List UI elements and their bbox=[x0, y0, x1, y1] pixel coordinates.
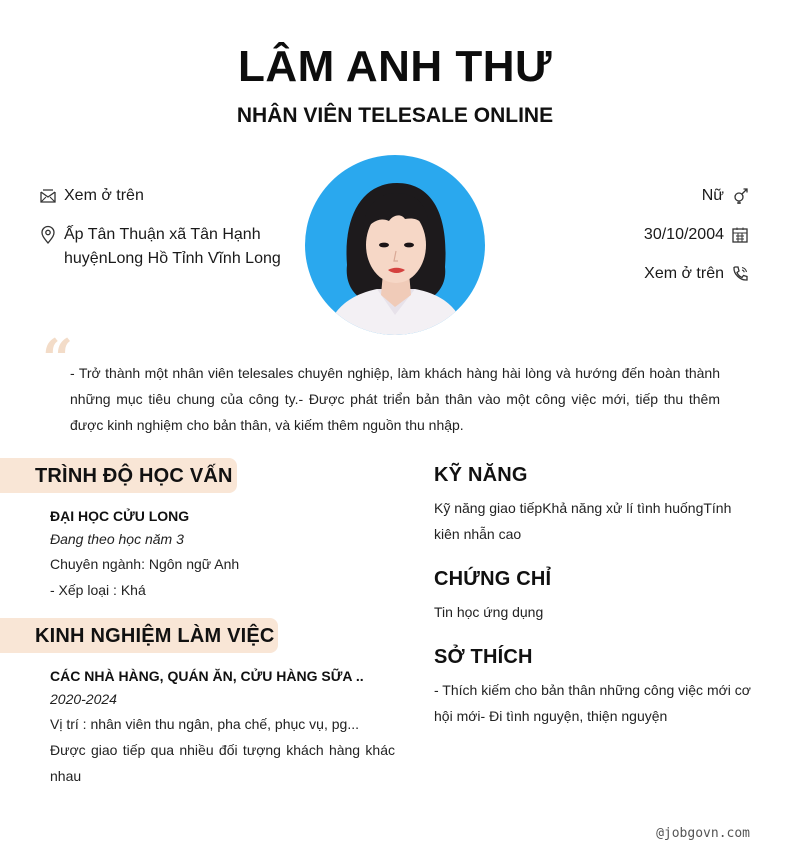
gender-icon bbox=[730, 184, 750, 208]
phone-value: Xem ở trên bbox=[644, 265, 724, 282]
quote-icon: “ bbox=[42, 327, 74, 391]
education-status: Đang theo học năm 3 bbox=[50, 531, 184, 547]
career-objective: - Trở thành một nhân viên telesales chuyên nghiệp, làm khách hàng hài lòng và hướng đến hoàn thành những mục tiêu chung của công ty.- Được phát triển bản thân vào một công việc mới, tiếp thu thêm được kinh nghiệm cho bản thân, và kiếm thêm nguồn thu nhập. bbox=[70, 365, 720, 433]
map-pin-icon bbox=[38, 223, 58, 247]
certificates-text: Tin học ứng dụng bbox=[434, 604, 544, 620]
experience-description: Được giao tiếp qua nhiều đối tượng khách hàng khác nhau bbox=[50, 742, 395, 784]
contact-birthdate bbox=[644, 223, 750, 247]
job-title: NHÂN VIÊN TELESALE ONLINE bbox=[236, 104, 554, 127]
hobbies-text: - Thích kiếm cho bản thân những công việc mới cơ hội mới- Đi tình nguyện, thiện nguyện bbox=[434, 682, 751, 724]
watermark: @jobgovn.com bbox=[656, 826, 750, 841]
experience-position: Vị trí : nhân viên thu ngân, pha chế, phục vụ, pg... bbox=[50, 716, 359, 732]
skills-text: Kỹ năng giao tiếpKhả năng xử lí tình huốngTính kiên nhẫn cao bbox=[434, 500, 732, 542]
address-line1: Ấp Tân Thuận xã Tân Hạnh bbox=[64, 226, 261, 243]
contact-phone bbox=[644, 262, 750, 286]
avatar bbox=[305, 155, 485, 335]
contact-email bbox=[38, 184, 144, 208]
email-value: Xem ở trên bbox=[64, 187, 144, 204]
experience-period: 2020-2024 bbox=[50, 691, 117, 707]
education-major: Chuyên ngành: Ngôn ngữ Anh bbox=[50, 556, 240, 572]
address-line2: huyệnLong Hồ Tỉnh Vĩnh Long bbox=[64, 250, 281, 267]
address-value bbox=[64, 223, 281, 271]
education-rank: - Xếp loại : Khá bbox=[50, 582, 146, 598]
phone-icon bbox=[730, 262, 750, 286]
hobbies-heading: SỞ THÍCH bbox=[434, 646, 533, 668]
experience-company: CÁC NHÀ HÀNG, QUÁN ĂN, CỬU HÀNG SỮA .. bbox=[50, 668, 364, 684]
education-school: ĐẠI HỌC CỬU LONG bbox=[50, 508, 190, 524]
certificates-heading: CHỨNG CHỈ bbox=[434, 568, 552, 590]
contact-address bbox=[38, 223, 281, 271]
gender-value: Nữ bbox=[701, 187, 724, 204]
education-heading: TRÌNH ĐỘ HỌC VẤN bbox=[35, 465, 233, 487]
contact-gender bbox=[702, 184, 750, 208]
envelope-icon bbox=[38, 184, 58, 208]
candidate-name: LÂM ANH THƯ bbox=[237, 42, 553, 91]
skills-heading: KỸ NĂNG bbox=[434, 464, 528, 486]
experience-heading: KINH NGHIỆM LÀM VIỆC bbox=[35, 625, 275, 647]
calendar-icon bbox=[730, 223, 750, 247]
birthdate-value: 30/10/2004 bbox=[643, 226, 724, 243]
